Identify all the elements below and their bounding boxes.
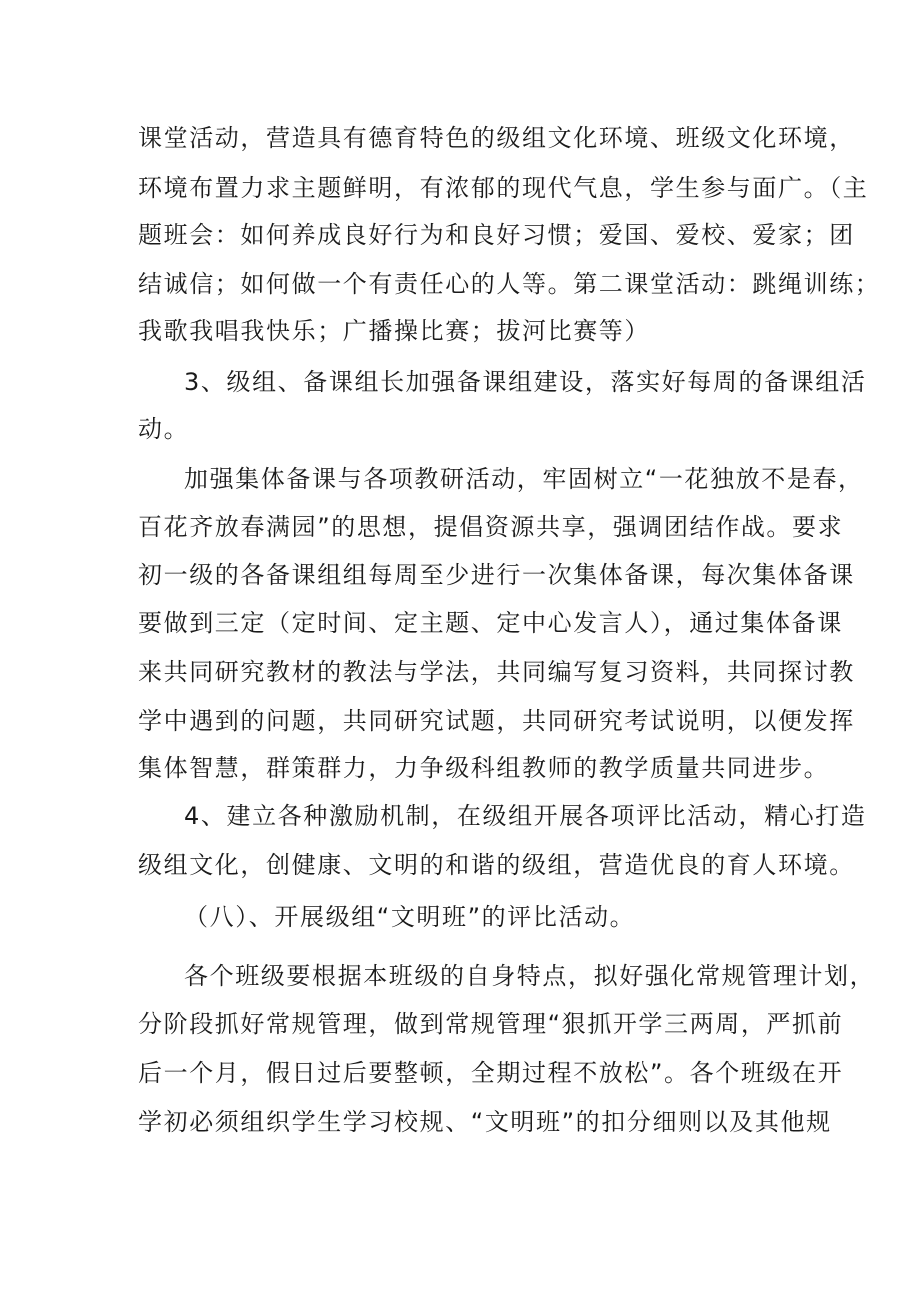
text-line: 环境布置力求主题鲜明，有浓郁的现代气息，学生参与面广。（主 [138,174,869,202]
text-line: 学初必须组织学生学习校规、“文明班”的扣分细则以及其他规 [138,1108,832,1136]
text-line: 题班会：如何养成良好行为和良好习惯；爱国、爱校、爱家；团 [138,221,855,249]
text-line: 初一级的各备课组组每周至少进行一次集体备课，每次集体备课 [138,561,855,589]
text-line: 3、级组、备课组长加强备课组建设，落实好每周的备课组活 [184,368,867,396]
text-line: 我歌我唱我快乐；广播操比赛；拔河比赛等） [138,317,650,345]
text-line: 4、建立各种激励机制，在级组开展各项评比活动，精心打造 [184,802,867,830]
text-line: 加强集体备课与各项教研活动，牢固树立“一花独放不是春， [184,465,864,493]
text-line: 来共同研究教材的教法与学法，共同编写复习资料，共同探讨教 [138,658,855,686]
text-line: 后一个月，假日过后要整顿，全期过程不放松”。各个班级在开 [138,1059,844,1087]
text-line: 结诚信；如何做一个有责任心的人等。第二课堂活动：跳绳训练； [138,270,881,298]
text-line: 各个班级要根据本班级的自身特点，拟好强化常规管理计划， [184,962,876,990]
text-line: 集体智慧，群策群力，力争级科组教师的教学质量共同进步。 [138,754,830,782]
text-line: 动。 [138,415,190,443]
section-heading: （八）、开展级组“文明班”的评比活动。 [184,903,636,931]
text-line: 课堂活动，营造具有德育特色的级组文化环境、班级文化环境， [138,124,855,152]
text-line: 百花齐放春满园”的思想，提倡资源共享，强调团结作战。要求 [138,513,844,541]
text-line: 级组文化，创健康、文明的和谐的级组，营造优良的育人环境。 [138,851,855,879]
text-line: 分阶段抓好常规管理，做到常规管理“狠抓开学三两周，严抓前 [138,1010,844,1038]
text-line: 学中遇到的问题，共同研究试题，共同研究考试说明，以便发挥 [138,707,855,735]
text-line: 要做到三定（定时间、定主题、定中心发言人），通过集体备课 [138,609,843,637]
